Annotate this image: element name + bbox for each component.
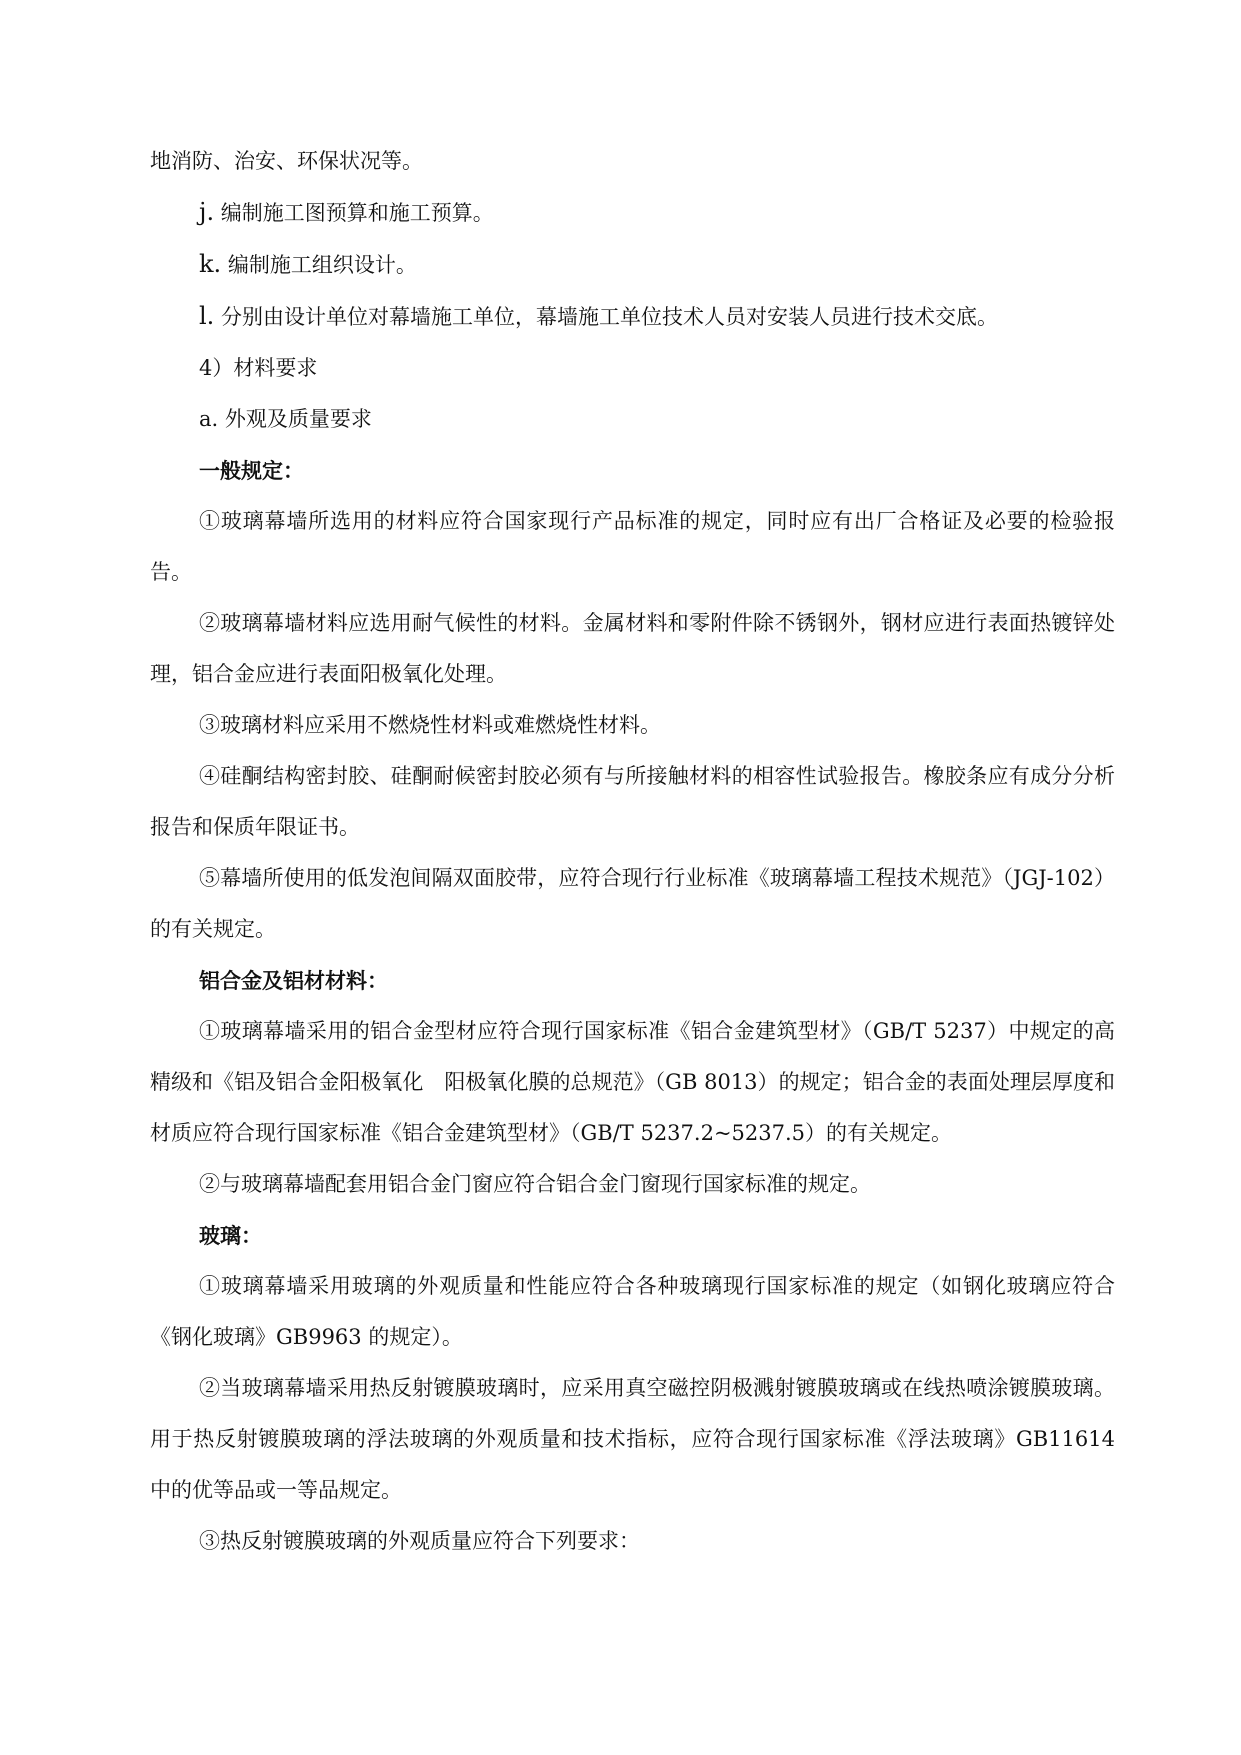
heading-glass: 玻璃： (199, 1223, 262, 1248)
glass-rule-3: ③热反射镀膜玻璃的外观质量应符合下列要求： (199, 1529, 640, 1553)
item-label-l: l. (199, 302, 215, 330)
general-rule-5: ⑤幕墙所使用的低发泡间隔双面胶带，应符合现行行业标准《玻璃幕墙工程技术规范》（JGJ-102）的有关规定。 (150, 866, 1115, 941)
list-item-j (150, 187, 1115, 239)
general-rule-3: ③玻璃材料应采用不燃烧性材料或难燃烧性材料。 (199, 713, 661, 737)
heading-general-rules: 一般规定： (199, 458, 304, 483)
section-material-requirements: 4）材料要求 (199, 356, 318, 380)
glass-rule-2: ②当玻璃幕墙采用热反射镀膜玻璃时，应采用真空磁控阴极溅射镀膜玻璃或在线热喷涂镀膜玻璃。用于热反射镀膜玻璃的浮法玻璃的外观质量和技术指标，应符合现行国家标准《浮法玻璃》GB11614 中的优等品或一等品规定。 (150, 1376, 1115, 1502)
general-rule-1: ①玻璃幕墙所选用的材料应符合国家现行产品标准的规定，同时应有出厂合格证及必要的检验报告。 (150, 509, 1115, 584)
document-body (150, 136, 1115, 1567)
item-text-k: 编制施工组织设计。 (227, 253, 417, 277)
item-text-j: 编制施工图预算和施工预算。 (220, 201, 494, 225)
aluminum-rule-2: ②与玻璃幕墙配套用铝合金门窗应符合铝合金门窗现行国家标准的规定。 (199, 1172, 871, 1196)
heading-aluminum-materials: 铝合金及铝材材料： (199, 968, 388, 993)
list-item-l (150, 291, 1115, 343)
item-text-l: 分别由设计单位对幕墙施工单位，幕墙施工单位技术人员对安装人员进行技术交底。 (221, 305, 998, 329)
item-label-j: j. (199, 198, 215, 226)
aluminum-rule-1: ①玻璃幕墙采用的铝合金型材应符合现行国家标准《铝合金建筑型材》（GB/T 5237）中规定的高精级和《铝及铝合金阳极氧化 阳极氧化膜的总规范》（GB 8013）的规定；铝合金的表面处理层厚度和材质应符合现行国家标准《铝合金建筑型材》（GB/T 5237.2~5237.5）的有关规定。 (150, 1019, 1115, 1145)
general-rule-4: ④硅酮结构密封胶、硅酮耐候密封胶必须有与所接触材料的相容性试验报告。橡胶条应有成分分析报告和保质年限证书。 (150, 764, 1115, 839)
list-item-k (150, 239, 1115, 291)
glass-rule-1: ①玻璃幕墙采用玻璃的外观质量和性能应符合各种玻璃现行国家标准的规定（如钢化玻璃应符合《钢化玻璃》GB9963 的规定）。 (150, 1274, 1115, 1349)
paragraph-site-conditions: 地消防、治安、环保状况等。 (150, 149, 423, 173)
subsection-appearance-quality: a. 外观及质量要求 (199, 407, 372, 431)
general-rule-2: ②玻璃幕墙材料应选用耐气候性的材料。金属材料和零附件除不锈钢外，钢材应进行表面热镀锌处理，铝合金应进行表面阳极氧化处理。 (150, 611, 1115, 686)
item-label-k: k. (199, 250, 222, 278)
